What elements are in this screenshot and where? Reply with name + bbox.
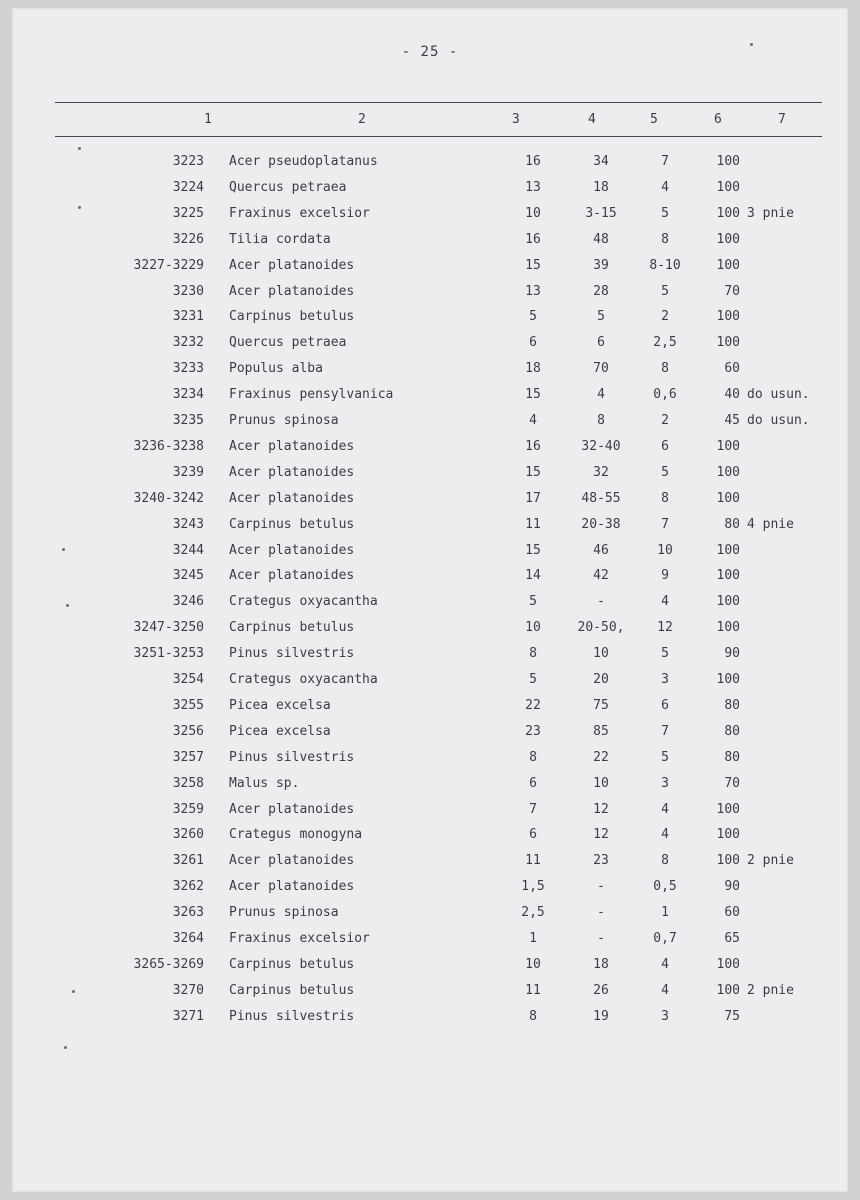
page-number: - 25 - xyxy=(401,44,459,60)
value-col-5: 4 xyxy=(661,594,669,609)
value-col-6: 80 xyxy=(724,698,740,713)
value-col-6: 100 xyxy=(716,568,740,583)
species-name: Populus alba xyxy=(229,361,323,376)
value-col-6: 100 xyxy=(716,827,740,842)
value-col-3: 18 xyxy=(525,361,541,376)
column-headers xyxy=(0,112,860,130)
scan-speck xyxy=(78,147,81,150)
species-name: Tilia cordata xyxy=(229,232,331,247)
value-col-6: 100 xyxy=(716,465,740,480)
table-row xyxy=(0,566,860,586)
note-col-7: do usun. xyxy=(747,413,810,428)
value-col-3: 6 xyxy=(529,827,537,842)
plot-number: 3259 xyxy=(172,802,204,817)
plot-number: 3233 xyxy=(172,361,204,376)
species-name: Crategus monogyna xyxy=(229,827,363,842)
value-col-6: 70 xyxy=(724,776,740,791)
value-col-6: 100 xyxy=(716,491,740,506)
value-col-3: 15 xyxy=(525,543,541,558)
value-col-6: 60 xyxy=(724,361,740,376)
table-row xyxy=(0,955,860,975)
value-col-4: - xyxy=(597,879,605,894)
value-col-6: 60 xyxy=(724,905,740,920)
value-col-4: - xyxy=(597,905,605,920)
note-col-7: 4 pnie xyxy=(747,517,794,532)
value-col-3: 13 xyxy=(525,180,541,195)
value-col-6: 40 xyxy=(724,387,740,402)
species-name: Carpinus betulus xyxy=(229,983,355,998)
value-col-6: 100 xyxy=(716,957,740,972)
value-col-3: 8 xyxy=(529,1009,537,1024)
plot-number: 3234 xyxy=(172,387,204,402)
table-row xyxy=(0,515,860,535)
species-name: Malus sp. xyxy=(229,776,300,791)
species-name: Fraxinus pensylvanica xyxy=(229,387,394,402)
value-col-4: 22 xyxy=(593,750,609,765)
note-col-7: 3 pnie xyxy=(747,206,794,221)
value-col-3: 1,5 xyxy=(521,879,545,894)
value-col-6: 100 xyxy=(716,672,740,687)
value-col-5: 5 xyxy=(661,465,669,480)
value-col-5: 7 xyxy=(661,724,669,739)
species-name: Fraxinus excelsior xyxy=(229,206,370,221)
table-row xyxy=(0,800,860,820)
scan-speck xyxy=(750,43,753,46)
column-header-1: 1 xyxy=(204,112,212,127)
plot-number: 3245 xyxy=(172,568,204,583)
value-col-5: 4 xyxy=(661,983,669,998)
value-col-3: 5 xyxy=(529,309,537,324)
species-name: Carpinus betulus xyxy=(229,517,355,532)
plot-number: 3225 xyxy=(172,206,204,221)
plot-number: 3263 xyxy=(172,905,204,920)
value-col-3: 16 xyxy=(525,439,541,454)
value-col-6: 100 xyxy=(716,439,740,454)
value-col-5: 4 xyxy=(661,957,669,972)
note-col-7: 2 pnie xyxy=(747,853,794,868)
plot-number: 3265-3269 xyxy=(133,957,204,972)
species-name: Acer platanoides xyxy=(229,439,355,454)
value-col-5: 4 xyxy=(661,802,669,817)
value-col-4: 39 xyxy=(593,258,609,273)
value-col-6: 100 xyxy=(716,258,740,273)
plot-number: 3235 xyxy=(172,413,204,428)
table-row xyxy=(0,541,860,561)
value-col-4: 18 xyxy=(593,957,609,972)
value-col-5: 6 xyxy=(661,439,669,454)
species-name: Carpinus betulus xyxy=(229,620,355,635)
table-row xyxy=(0,696,860,716)
value-col-3: 11 xyxy=(525,853,541,868)
column-header-6: 6 xyxy=(714,112,722,127)
value-col-6: 90 xyxy=(724,879,740,894)
plot-number: 3231 xyxy=(172,309,204,324)
species-name: Acer pseudoplatanus xyxy=(229,154,378,169)
value-col-6: 65 xyxy=(724,931,740,946)
plot-number: 3240-3242 xyxy=(133,491,204,506)
table-row xyxy=(0,307,860,327)
table-row xyxy=(0,851,860,871)
value-col-3: 8 xyxy=(529,646,537,661)
table-row xyxy=(0,204,860,224)
value-col-5: 6 xyxy=(661,698,669,713)
table-row xyxy=(0,230,860,250)
value-col-3: 2,5 xyxy=(521,905,545,920)
species-name: Carpinus betulus xyxy=(229,309,355,324)
plot-number: 3254 xyxy=(172,672,204,687)
species-name: Pinus silvestris xyxy=(229,646,355,661)
table-row xyxy=(0,411,860,431)
value-col-6: 80 xyxy=(724,517,740,532)
value-col-3: 15 xyxy=(525,387,541,402)
column-header-7: 7 xyxy=(778,112,786,127)
value-col-6: 100 xyxy=(716,335,740,350)
scan-speck xyxy=(72,990,75,993)
species-name: Acer platanoides xyxy=(229,568,355,583)
value-col-5: 3 xyxy=(661,1009,669,1024)
plot-number: 3227-3229 xyxy=(133,258,204,273)
species-name: Prunus spinosa xyxy=(229,413,339,428)
species-name: Crategus oxyacantha xyxy=(229,672,378,687)
species-name: Picea excelsa xyxy=(229,698,331,713)
value-col-6: 100 xyxy=(716,853,740,868)
value-col-4: - xyxy=(597,931,605,946)
value-col-5: 5 xyxy=(661,646,669,661)
value-col-3: 4 xyxy=(529,413,537,428)
species-name: Acer platanoides xyxy=(229,465,355,480)
value-col-3: 16 xyxy=(525,154,541,169)
value-col-3: 15 xyxy=(525,258,541,273)
value-col-5: 2,5 xyxy=(653,335,677,350)
value-col-4: 10 xyxy=(593,646,609,661)
table-row xyxy=(0,670,860,690)
value-col-6: 100 xyxy=(716,802,740,817)
plot-number: 3224 xyxy=(172,180,204,195)
value-col-4: 48 xyxy=(593,232,609,247)
value-col-6: 100 xyxy=(716,232,740,247)
species-name: Acer platanoides xyxy=(229,543,355,558)
value-col-5: 1 xyxy=(661,905,669,920)
plot-number: 3255 xyxy=(172,698,204,713)
value-col-3: 17 xyxy=(525,491,541,506)
note-col-7: do usun. xyxy=(747,387,810,402)
value-col-5: 2 xyxy=(661,413,669,428)
table-row xyxy=(0,644,860,664)
value-col-6: 100 xyxy=(716,543,740,558)
table-row xyxy=(0,722,860,742)
value-col-4: 12 xyxy=(593,827,609,842)
table-row xyxy=(0,903,860,923)
table-row xyxy=(0,256,860,276)
scan-speck xyxy=(62,548,65,551)
table-row xyxy=(0,385,860,405)
plot-number: 3246 xyxy=(172,594,204,609)
value-col-5: 8-10 xyxy=(649,258,681,273)
column-header-5: 5 xyxy=(650,112,658,127)
value-col-4: 46 xyxy=(593,543,609,558)
plot-number: 3260 xyxy=(172,827,204,842)
value-col-6: 100 xyxy=(716,983,740,998)
value-col-4: 75 xyxy=(593,698,609,713)
value-col-3: 16 xyxy=(525,232,541,247)
value-col-3: 11 xyxy=(525,983,541,998)
scan-speck xyxy=(66,604,69,607)
species-name: Pinus silvestris xyxy=(229,750,355,765)
species-name: Acer platanoides xyxy=(229,879,355,894)
table-row xyxy=(0,282,860,302)
value-col-3: 15 xyxy=(525,465,541,480)
plot-number: 3261 xyxy=(172,853,204,868)
table-row xyxy=(0,981,860,1001)
table-row xyxy=(0,333,860,353)
species-name: Acer platanoides xyxy=(229,491,355,506)
value-col-4: 18 xyxy=(593,180,609,195)
value-col-6: 100 xyxy=(716,180,740,195)
value-col-5: 8 xyxy=(661,361,669,376)
table-row xyxy=(0,178,860,198)
value-col-3: 5 xyxy=(529,672,537,687)
value-col-4: 28 xyxy=(593,284,609,299)
table-row xyxy=(0,618,860,638)
value-col-3: 13 xyxy=(525,284,541,299)
value-col-5: 0,6 xyxy=(653,387,677,402)
value-col-6: 100 xyxy=(716,620,740,635)
value-col-6: 100 xyxy=(716,309,740,324)
species-name: Picea excelsa xyxy=(229,724,331,739)
plot-number: 3256 xyxy=(172,724,204,739)
value-col-4: 20 xyxy=(593,672,609,687)
value-col-4: 34 xyxy=(593,154,609,169)
species-name: Acer platanoides xyxy=(229,853,355,868)
table-row xyxy=(0,592,860,612)
table-row xyxy=(0,359,860,379)
plot-number: 3270 xyxy=(172,983,204,998)
value-col-5: 2 xyxy=(661,309,669,324)
value-col-6: 100 xyxy=(716,594,740,609)
value-col-3: 5 xyxy=(529,594,537,609)
value-col-5: 4 xyxy=(661,827,669,842)
table-row xyxy=(0,748,860,768)
value-col-4: 6 xyxy=(597,335,605,350)
table-row xyxy=(0,825,860,845)
value-col-5: 3 xyxy=(661,776,669,791)
value-col-6: 100 xyxy=(716,154,740,169)
plot-number: 3236-3238 xyxy=(133,439,204,454)
plot-number: 3264 xyxy=(172,931,204,946)
species-name: Acer platanoides xyxy=(229,284,355,299)
table-row xyxy=(0,929,860,949)
plot-number: 3230 xyxy=(172,284,204,299)
value-col-3: 23 xyxy=(525,724,541,739)
value-col-6: 90 xyxy=(724,646,740,661)
value-col-5: 12 xyxy=(657,620,673,635)
value-col-5: 5 xyxy=(661,206,669,221)
value-col-4: 32 xyxy=(593,465,609,480)
value-col-4: - xyxy=(597,594,605,609)
value-col-4: 20-38 xyxy=(581,517,621,532)
value-col-3: 14 xyxy=(525,568,541,583)
plot-number: 3226 xyxy=(172,232,204,247)
species-name: Prunus spinosa xyxy=(229,905,339,920)
table-row xyxy=(0,1007,860,1027)
species-name: Quercus petraea xyxy=(229,335,347,350)
value-col-4: 5 xyxy=(597,309,605,324)
value-col-3: 6 xyxy=(529,776,537,791)
value-col-4: 10 xyxy=(593,776,609,791)
header-bottom-rule xyxy=(55,136,822,137)
value-col-5: 7 xyxy=(661,154,669,169)
table-row xyxy=(0,437,860,457)
plot-number: 3262 xyxy=(172,879,204,894)
value-col-3: 8 xyxy=(529,750,537,765)
value-col-5: 9 xyxy=(661,568,669,583)
value-col-6: 70 xyxy=(724,284,740,299)
plot-number: 3223 xyxy=(172,154,204,169)
value-col-3: 10 xyxy=(525,957,541,972)
value-col-4: 20-50, xyxy=(577,620,625,635)
plot-number: 3244 xyxy=(172,543,204,558)
plot-number: 3243 xyxy=(172,517,204,532)
value-col-5: 5 xyxy=(661,284,669,299)
value-col-5: 8 xyxy=(661,232,669,247)
value-col-6: 80 xyxy=(724,724,740,739)
value-col-3: 11 xyxy=(525,517,541,532)
value-col-4: 8 xyxy=(597,413,605,428)
value-col-4: 12 xyxy=(593,802,609,817)
value-col-6: 45 xyxy=(724,413,740,428)
value-col-4: 23 xyxy=(593,853,609,868)
plot-number: 3247-3250 xyxy=(133,620,204,635)
column-header-4: 4 xyxy=(588,112,596,127)
value-col-4: 19 xyxy=(593,1009,609,1024)
species-name: Crategus oxyacantha xyxy=(229,594,378,609)
value-col-6: 75 xyxy=(724,1009,740,1024)
value-col-3: 10 xyxy=(525,620,541,635)
value-col-4: 70 xyxy=(593,361,609,376)
plot-number: 3232 xyxy=(172,335,204,350)
value-col-5: 0,7 xyxy=(653,931,677,946)
value-col-4: 26 xyxy=(593,983,609,998)
value-col-5: 8 xyxy=(661,491,669,506)
scan-speck xyxy=(78,206,81,209)
species-name: Acer platanoides xyxy=(229,258,355,273)
value-col-3: 6 xyxy=(529,335,537,350)
species-name: Pinus silvestris xyxy=(229,1009,355,1024)
value-col-4: 4 xyxy=(597,387,605,402)
species-name: Fraxinus excelsior xyxy=(229,931,370,946)
note-col-7: 2 pnie xyxy=(747,983,794,998)
table-row xyxy=(0,152,860,172)
table-row xyxy=(0,877,860,897)
value-col-5: 8 xyxy=(661,853,669,868)
value-col-5: 0,5 xyxy=(653,879,677,894)
value-col-4: 32-40 xyxy=(581,439,621,454)
column-header-2: 2 xyxy=(358,112,366,127)
plot-number: 3271 xyxy=(172,1009,204,1024)
value-col-4: 48-55 xyxy=(581,491,621,506)
species-name: Quercus petraea xyxy=(229,180,347,195)
species-name: Carpinus betulus xyxy=(229,957,355,972)
value-col-5: 4 xyxy=(661,180,669,195)
value-col-6: 80 xyxy=(724,750,740,765)
value-col-5: 5 xyxy=(661,750,669,765)
value-col-5: 10 xyxy=(657,543,673,558)
plot-number: 3251-3253 xyxy=(133,646,204,661)
species-name: Acer platanoides xyxy=(229,802,355,817)
value-col-4: 42 xyxy=(593,568,609,583)
table-row xyxy=(0,463,860,483)
value-col-4: 3-15 xyxy=(585,206,617,221)
value-col-3: 1 xyxy=(529,931,537,946)
value-col-5: 7 xyxy=(661,517,669,532)
table-row xyxy=(0,774,860,794)
plot-number: 3257 xyxy=(172,750,204,765)
value-col-6: 100 xyxy=(716,206,740,221)
plot-number: 3258 xyxy=(172,776,204,791)
value-col-4: 85 xyxy=(593,724,609,739)
value-col-3: 22 xyxy=(525,698,541,713)
scan-speck xyxy=(64,1046,67,1049)
value-col-3: 10 xyxy=(525,206,541,221)
table-row xyxy=(0,489,860,509)
value-col-5: 3 xyxy=(661,672,669,687)
value-col-3: 7 xyxy=(529,802,537,817)
column-header-3: 3 xyxy=(512,112,520,127)
header-top-rule xyxy=(55,102,822,103)
plot-number: 3239 xyxy=(172,465,204,480)
